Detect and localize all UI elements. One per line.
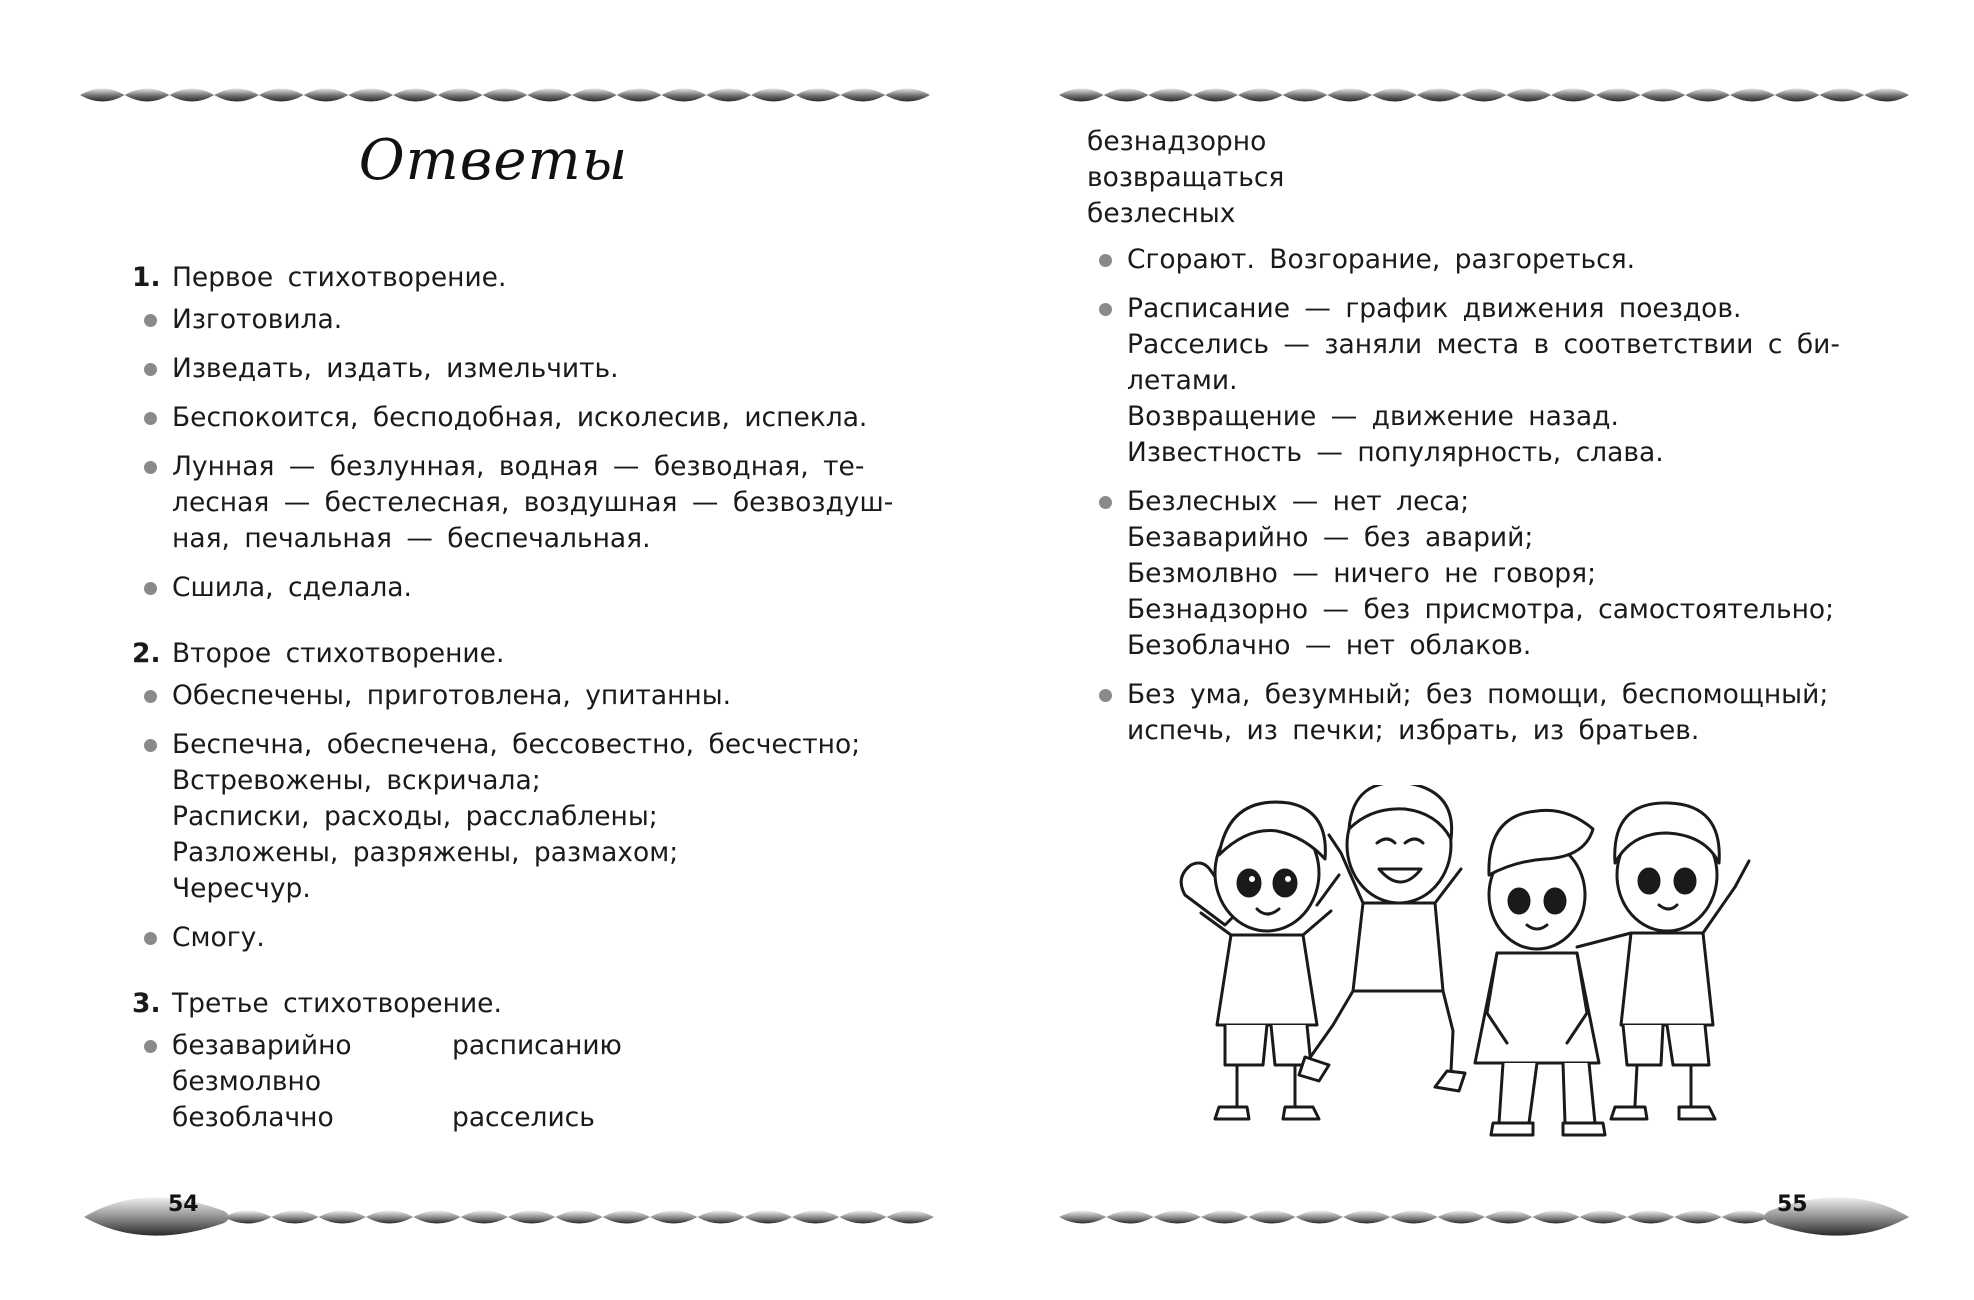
ornament-leaf bbox=[572, 89, 617, 102]
ornament-leaf bbox=[1390, 1211, 1437, 1224]
ornament-leaf bbox=[393, 89, 438, 102]
answer-line: Безлесных — нет леса; bbox=[1127, 486, 1470, 517]
ornament-leaf bbox=[1438, 1211, 1485, 1224]
ornament-leaf bbox=[839, 1211, 886, 1224]
word: расселись bbox=[452, 1102, 595, 1133]
answer-item bbox=[132, 1028, 912, 1136]
ornament-leaf bbox=[366, 1211, 413, 1224]
answer-item bbox=[132, 678, 912, 714]
ornament-leaf bbox=[617, 89, 662, 102]
ornament-leaf bbox=[271, 1211, 318, 1224]
answer-line: Смогу. bbox=[172, 922, 265, 953]
page-number-leaf bbox=[84, 1197, 229, 1235]
bullet-icon bbox=[1099, 496, 1112, 509]
task-number: 1. bbox=[132, 262, 161, 293]
ornament-leaf bbox=[461, 1211, 508, 1224]
answer-line: Известность — популярность, слава. bbox=[1127, 437, 1664, 468]
task-2 bbox=[132, 636, 912, 956]
task-heading: Третье стихотворение. bbox=[172, 988, 502, 1019]
answer-line: Разложены, разряжены, размахом; bbox=[172, 837, 679, 868]
ornament-leaf bbox=[483, 89, 528, 102]
answer-item bbox=[132, 351, 912, 387]
answer-line: Изготовила. bbox=[172, 304, 343, 335]
ornament-leaf bbox=[1193, 89, 1238, 102]
top-ornament-right bbox=[1059, 80, 1909, 110]
ornament-leaf bbox=[1327, 89, 1372, 102]
ornament-leaf bbox=[1154, 1211, 1201, 1224]
word: безоблачно bbox=[172, 1102, 334, 1133]
page-number: 54 bbox=[168, 1192, 199, 1217]
ornament-leaf bbox=[1417, 89, 1462, 102]
word: возвращаться bbox=[1087, 162, 1285, 193]
ornament-leaf bbox=[1627, 1211, 1674, 1224]
bullet-icon bbox=[144, 690, 157, 703]
page-title: Ответы bbox=[358, 128, 629, 193]
answer-line: Возвращение — движение назад. bbox=[1127, 401, 1619, 432]
ornament-leaf bbox=[1685, 89, 1730, 102]
word-column bbox=[452, 1028, 732, 1136]
answer-line: летами. bbox=[1127, 365, 1238, 396]
ornament-leaf bbox=[1485, 1211, 1532, 1224]
ornament-leaf bbox=[1238, 89, 1283, 102]
ornament-leaf bbox=[1820, 89, 1865, 102]
answer-line: Беспокоится, бесподобная, исколесив, испекла. bbox=[172, 402, 868, 433]
bullet-icon bbox=[1099, 254, 1112, 267]
ornament-leaf bbox=[796, 89, 841, 102]
ornament-leaf bbox=[1580, 1211, 1627, 1224]
ornament-leaf bbox=[662, 89, 707, 102]
ornament-leaf bbox=[1674, 1211, 1721, 1224]
task-heading: Второе стихотворение. bbox=[172, 638, 505, 669]
kids-illustration bbox=[1167, 785, 1787, 1145]
ornament-leaf bbox=[751, 89, 796, 102]
answer-line: ная, печальная — беспечальная. bbox=[172, 523, 651, 554]
word: безнадзорно bbox=[1087, 126, 1267, 157]
word: безмолвно bbox=[172, 1066, 322, 1097]
answer-item bbox=[132, 727, 912, 907]
bullet-icon bbox=[1099, 303, 1112, 316]
bullet-icon bbox=[144, 739, 157, 752]
ornament-leaf bbox=[555, 1211, 602, 1224]
ornament-leaf bbox=[527, 89, 572, 102]
bullet-icon bbox=[144, 582, 157, 595]
ornament-leaf bbox=[224, 1211, 271, 1224]
bullet-icon bbox=[144, 461, 157, 474]
ornament-leaf bbox=[1551, 89, 1596, 102]
ornament-leaf bbox=[887, 1211, 934, 1224]
answer-item bbox=[132, 449, 912, 557]
answer-item bbox=[1087, 677, 1857, 749]
answers-right bbox=[1087, 124, 1857, 762]
answer-line: Безнадзорно — без присмотра, самостоятельно; bbox=[1127, 594, 1835, 625]
answer-line: Беспечна, обеспечена, бессовестно, бесчестно; bbox=[172, 729, 861, 760]
bullet-icon bbox=[144, 932, 157, 945]
answer-item bbox=[132, 400, 912, 436]
ornament-leaf bbox=[1506, 89, 1551, 102]
answer-item bbox=[1087, 291, 1857, 471]
ornament-leaf bbox=[508, 1211, 555, 1224]
word-column bbox=[172, 1028, 452, 1136]
bullet-icon bbox=[144, 314, 157, 327]
ornament-leaf bbox=[1722, 1211, 1769, 1224]
bullet-icon bbox=[144, 412, 157, 425]
ornament-leaf bbox=[1283, 89, 1328, 102]
ornament-leaf bbox=[1296, 1211, 1343, 1224]
ornament-leaf bbox=[1641, 89, 1686, 102]
bullet-icon bbox=[1099, 689, 1112, 702]
task-1 bbox=[132, 260, 912, 606]
word: расписанию bbox=[452, 1030, 622, 1061]
ornament-leaf bbox=[1372, 89, 1417, 102]
word-columns bbox=[172, 1028, 912, 1136]
ornament-leaf bbox=[1104, 89, 1149, 102]
answer-line: испечь, из печки; избрать, из братьев. bbox=[1127, 715, 1700, 746]
ornament-leaf bbox=[80, 89, 125, 102]
ornament-leaf bbox=[1148, 89, 1193, 102]
ornament-leaf bbox=[1106, 1211, 1153, 1224]
ornament-leaf bbox=[1596, 89, 1641, 102]
word: безлесных bbox=[1087, 198, 1236, 229]
ornament-leaf bbox=[319, 1211, 366, 1224]
ornament-leaf bbox=[304, 89, 349, 102]
bottom-ornament-left bbox=[84, 1185, 934, 1245]
answer-line: Расписание — график движения поездов. bbox=[1127, 293, 1742, 324]
answer-line: Без ума, безумный; без помощи, беспомощный; bbox=[1127, 679, 1829, 710]
answer-line: Расселись — заняли места в соответствии с би- bbox=[1127, 329, 1840, 360]
answer-line: Сгорают. Возгорание, разгореться. bbox=[1127, 244, 1636, 275]
ornament-leaf bbox=[1248, 1211, 1295, 1224]
ornament-leaf bbox=[885, 89, 930, 102]
ornament-leaf bbox=[841, 89, 886, 102]
ornament-leaf bbox=[1730, 89, 1775, 102]
ornament-leaf bbox=[792, 1211, 839, 1224]
ornament-leaf bbox=[169, 89, 214, 102]
ornament-leaf bbox=[1462, 89, 1507, 102]
bullet-icon bbox=[144, 363, 157, 376]
ornament-leaf bbox=[603, 1211, 650, 1224]
ornament-leaf bbox=[125, 89, 170, 102]
task-number: 2. bbox=[132, 638, 161, 669]
kid-figure-4 bbox=[1577, 803, 1749, 1119]
top-ornament-left bbox=[80, 80, 930, 110]
ornament-leaf bbox=[1775, 89, 1820, 102]
ornament-leaf bbox=[259, 89, 304, 102]
answer-line: Расписки, расходы, расслаблены; bbox=[172, 801, 658, 832]
ornament-leaf bbox=[706, 89, 751, 102]
ornament-leaf bbox=[1201, 1211, 1248, 1224]
task-number: 3. bbox=[132, 988, 161, 1019]
ornament-leaf bbox=[697, 1211, 744, 1224]
ornament-leaf bbox=[214, 89, 259, 102]
answer-line: Безмолвно — ничего не говоря; bbox=[1127, 558, 1597, 589]
answer-item bbox=[132, 920, 912, 956]
answer-line: Изведать, издать, измельчить. bbox=[172, 353, 619, 384]
ornament-leaf bbox=[413, 1211, 460, 1224]
answer-line: Обеспечены, приготовлена, упитанны. bbox=[172, 680, 732, 711]
word bbox=[452, 1064, 732, 1100]
page-number: 55 bbox=[1777, 1192, 1808, 1217]
answer-line: Лунная — безлунная, водная — безводная, те- bbox=[172, 451, 865, 482]
ornament-leaf bbox=[1343, 1211, 1390, 1224]
answer-item bbox=[132, 570, 912, 606]
ornament-leaf bbox=[650, 1211, 697, 1224]
answer-line: Безоблачно — нет облаков. bbox=[1127, 630, 1532, 661]
task-3 bbox=[132, 986, 912, 1136]
ornament-leaf bbox=[1532, 1211, 1579, 1224]
answer-item bbox=[1087, 484, 1857, 664]
answer-item bbox=[1087, 242, 1857, 278]
answer-line: Чересчур. bbox=[172, 873, 311, 904]
word: безаварийно bbox=[172, 1030, 352, 1061]
bullet-icon bbox=[144, 1040, 157, 1053]
right-page bbox=[987, 0, 1974, 1300]
task-heading: Первое стихотворение. bbox=[172, 262, 507, 293]
ornament-leaf bbox=[1864, 89, 1909, 102]
answers-left bbox=[132, 260, 912, 1149]
answer-line: Безаварийно — без аварий; bbox=[1127, 522, 1534, 553]
continued-word-list bbox=[1087, 124, 1857, 232]
ornament-leaf bbox=[1059, 89, 1104, 102]
answer-line: лесная — бестелесная, воздушная — безвоздуш- bbox=[172, 487, 894, 518]
kid-figure-3 bbox=[1475, 810, 1605, 1135]
ornament-leaf bbox=[1059, 1211, 1106, 1224]
ornament-leaf bbox=[745, 1211, 792, 1224]
answer-line: Встревожены, вскричала; bbox=[172, 765, 541, 796]
ornament-leaf bbox=[438, 89, 483, 102]
answer-item bbox=[132, 302, 912, 338]
answer-line: Сшила, сделала. bbox=[172, 572, 412, 603]
ornament-leaf bbox=[348, 89, 393, 102]
